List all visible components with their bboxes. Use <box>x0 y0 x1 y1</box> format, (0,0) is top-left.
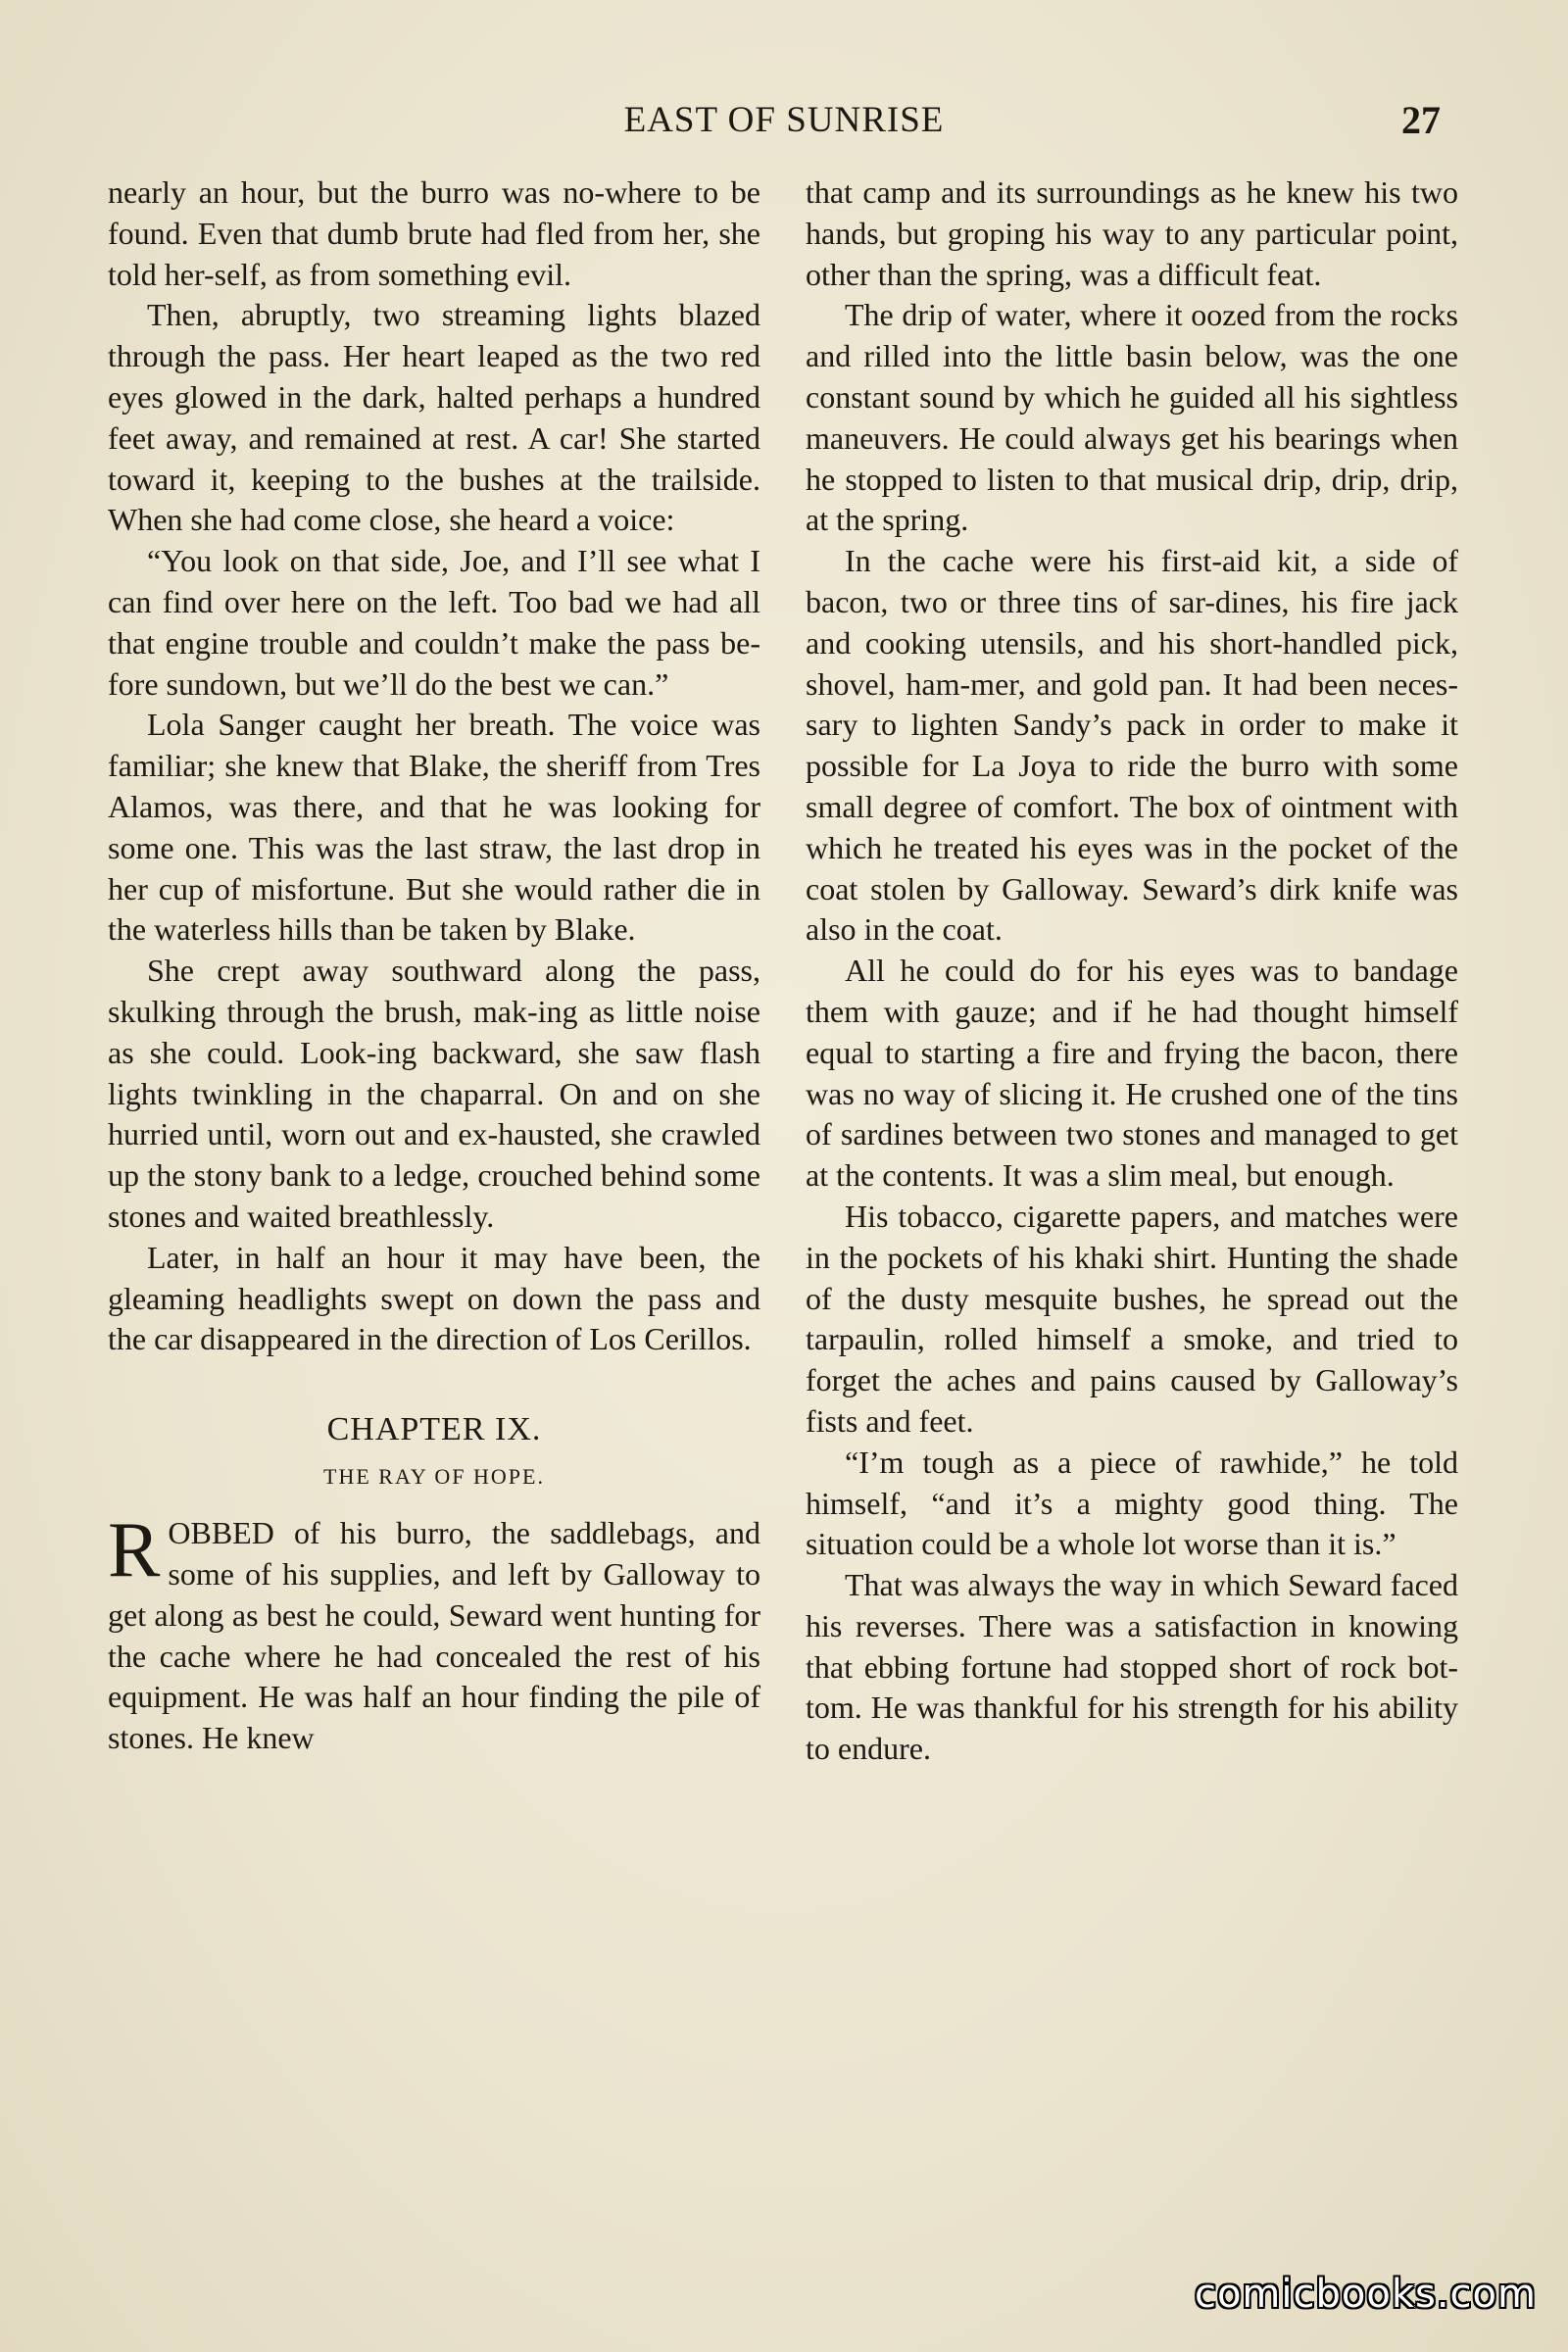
paragraph: Later, in half an hour it may have been, the gleaming headlights swept on down the pass and the car disappeared in the direction of Los Cerillos. <box>108 1239 760 1357</box>
paragraph: “I’m tough as a piece of rawhide,” he told himself, “and it’s a mighty good thing. The situation could be a whole lot worse than it is.” <box>806 1444 1458 1562</box>
paragraph: All he could do for his eyes was to bandage them with gauze; and if he had thought himself equal to starting a fire and frying the bacon, there was no way of slicing it. He crushed one of the tins of sardines between two stones and managed to get at the contents. It was a slim meal, but enough. <box>806 953 1458 1194</box>
paragraph: “You look on that side, Joe, and I’ll see what I can find over here on the left. Too bad we had all that engine trouble and couldn’t make the pass be-fore sundown, but we’ll do the best we can.” <box>108 543 760 702</box>
paragraph: nearly an hour, but the burro was no-where to be found. Even that dumb brute had fled from her, she told her-self, as from something evil. <box>108 174 760 292</box>
paragraph: The drip of water, where it oozed from the rocks and rilled into the little basin below, was the one constant sound by which he guided all his sightless maneuvers. He could always get his bearings when he stopped to listen to that musical drip, drip, drip, at the spring. <box>806 297 1458 538</box>
drop-cap: R <box>108 1507 161 1594</box>
site-watermark: comicbooks.com <box>1194 2272 1537 2317</box>
paragraph: Lola Sanger caught her breath. The voice was familiar; she knew that Blake, the sheriff from Tres Alamos, was there, and that he was looking for some one. This was the last straw, the last drop in her cup of misfortune. But she would rather die in the waterless hills than be taken by Blake. <box>108 707 760 948</box>
paragraph: Then, abruptly, two streaming lights blazed through the pass. Her heart leaped as the two red eyes glowed in the dark, halted perhaps a hundred feet away, and remained at rest. A car! She started toward it, keeping to the bushes at the trailside. When she had come close, she heard a voice: <box>108 297 760 538</box>
paragraph: In the cache were his first-aid kit, a side of bacon, two or three tins of sar-dines, his fire jack and cooking utensils, and his short-handled pick, shovel, ham-mer, and gold pan. It had been neces-sary to lighten Sandy’s pack in order to make it possible for La Joya to ride the burro with some small degree of comfort. The box of ointment with which he treated his eyes was in the pocket of the coat stolen by Galloway. Seward’s dirk knife was also in the coat. <box>806 543 1458 948</box>
chapter-opening-paragraph <box>108 1507 760 1759</box>
chapter-heading <box>108 1407 760 1492</box>
page-number: 27 <box>1401 98 1441 142</box>
running-title: EAST OF SUNRISE <box>623 100 945 140</box>
chapter-subtitle: THE RAY OF HOPE. <box>323 1464 545 1490</box>
paragraph: She crept away southward along the pass, skulking through the brush, mak-ing as little noise as she could. Look-ing backward, she saw flash lights twinkling in the chaparral. On and on she hurried until, worn out and ex-hausted, she crawled up the stony bank to a ledge, crouched behind some stones and waited breathlessly. <box>108 953 760 1234</box>
running-head <box>0 96 1568 145</box>
paragraph: His tobacco, cigarette papers, and matches were in the pockets of his khaki shirt. Hunting the shade of the dusty mesquite bushes, he spread out the tarpaulin, rolled himself a smoke, and tried to forget the aches and pains caused by Galloway’s fists and feet. <box>806 1198 1458 1439</box>
right-column <box>806 172 1458 1770</box>
paragraph: That was always the way in which Seward faced his reverses. There was a satisfaction in knowing that ebbing fortune had stopped short of rock bot-tom. He was thankful for his strength for his ability to endure. <box>806 1567 1458 1767</box>
chapter-title: CHAPTER IX. <box>326 1411 542 1448</box>
left-column <box>108 172 760 1759</box>
paragraph: that camp and its surroundings as he knew his two hands, but groping his way to any particular point, other than the spring, was a difficult feat. <box>806 174 1458 292</box>
opening-lead-word: OBBED <box>168 1515 274 1551</box>
opening-text: of his burro, the saddlebags, and some of his supplies, and left by Galloway to get along as best he could, Seward went hunting for the cache where he had concealed the rest of his equipment. He was half an hour finding the pile of stones. He knew <box>108 1515 760 1756</box>
